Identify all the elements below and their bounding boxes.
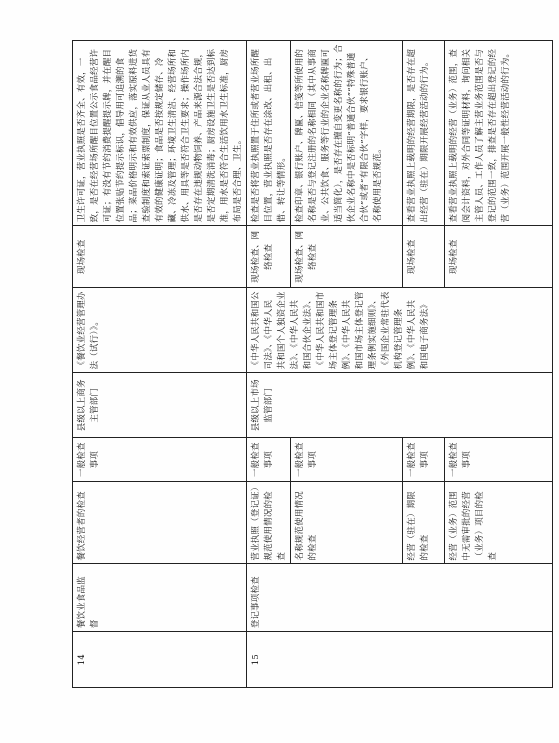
inspection-method: 现场检查 xyxy=(403,226,445,288)
inspection-type: 一般检查事项 xyxy=(445,438,553,482)
sub-item-name: 餐饮经营者的检查 xyxy=(73,482,247,564)
inspection-item: 登记事项检查 xyxy=(247,564,553,632)
sub-item-name: 经营（业务）范围中无需审批的经营（业务）项目的检查 xyxy=(445,482,553,564)
inspection-content: 检查是否将营业执照置于住所或者营业场所醒目位置，营业执照是否存在涂改、出租、出借、转让等情形。 xyxy=(247,41,291,226)
inspection-content: 查看营业执照上载明的经营期限，是否存在超出经营（驻在）期限开展经营活动的行为。 xyxy=(403,41,445,226)
table-row xyxy=(73,41,247,688)
inspection-type: 一般检查事项 xyxy=(291,438,403,482)
inspection-content: 查看营业执照上载明的经营（业务）范围，查阅会计资料，对外合同等证明材料，询问相关主管人员、工作人员了解主营业务范围是否与登记的范围一致，排查是否存在超出登记的经营（业务）范围开展一般性经营活动的行为。 xyxy=(445,41,553,226)
inspection-type: 一般检查事项 xyxy=(73,438,247,482)
row-number: 14 xyxy=(73,632,247,688)
row-number: 15 xyxy=(247,632,553,688)
table-row xyxy=(247,41,291,688)
inspection-type: 一般检查事项 xyxy=(247,438,291,482)
inspection-method: 现场检查、网络检查 xyxy=(291,226,403,288)
inspection-method: 现场检查 xyxy=(73,226,247,288)
inspection-content: 检查印章、银行账户、牌匾、信笺等所使用的名称是否与登记注册的名称相同（其中从事商业、公共饮食、服务等行业的企业名称牌匾可适当简化），是否存在擅自变更名称的行为；合伙企业名称中是否标明“普通合伙”“特殊普通合伙”或者“有限合伙”字样，要求银行账户、名称使用是否规范。 xyxy=(291,41,403,226)
rotated-table-wrapper xyxy=(72,40,511,688)
legal-basis: 《中华人民共和国公司法》、《中华人民共和国个人独资企业法》、《中华人民共和国合伙企业法》、《中华人民共和国市场主体登记管理条例》、《中华人民共和国市场主体登记管理条例实施细则》、《外国企业常驻代表机构登记管理条例》、《中华人民共和国电子商务法》 xyxy=(247,288,553,373)
responsible-dept: 县级以上商务主管部门 xyxy=(73,373,247,438)
inspection-table xyxy=(72,40,553,688)
responsible-dept: 县级以上市场监管部门 xyxy=(247,373,553,438)
inspection-method: 现场检查 xyxy=(445,226,553,288)
inspection-content: 卫生许可证，营业执照是否齐全、有效，一致，是否在经营场所醒目位置公示食品经营许可证；有没有节约消费提醒提示牌，并在醒目位置张贴节约提示标识，倡导用可追溯的食品；菜品价格明示和有效供应，落实原料进货查验制度和索证索票制度，保证从业人员具有有效的健康证明；食品是否按规定储存、冷藏、冷冻及管理；环境卫生清洁、经营场所和供水、用具等是否符合卫生要求；操作场所内是否存在违规动物饲养、产品来源合法合规，是否定期清洗消毒；厨房设施卫生是否达到标准，用水是否符合生活饮用水卫生标准，厨房布局是否合理、卫生。 xyxy=(73,41,247,226)
sub-item-name: 名称规范使用情况的检查 xyxy=(291,482,403,564)
inspection-type: 一般检查事项 xyxy=(403,438,445,482)
sub-item-name: 经营（驻在）期限的检查 xyxy=(403,482,445,564)
inspection-method: 现场检查、网络检查 xyxy=(247,226,291,288)
legal-basis: 《餐饮业经营管理办法（试行）》。 xyxy=(73,288,247,373)
sub-item-name: 营业执照（登记证）规范使用情况的检查 xyxy=(247,482,291,564)
inspection-item: 餐饮业食品监督 xyxy=(73,564,247,632)
